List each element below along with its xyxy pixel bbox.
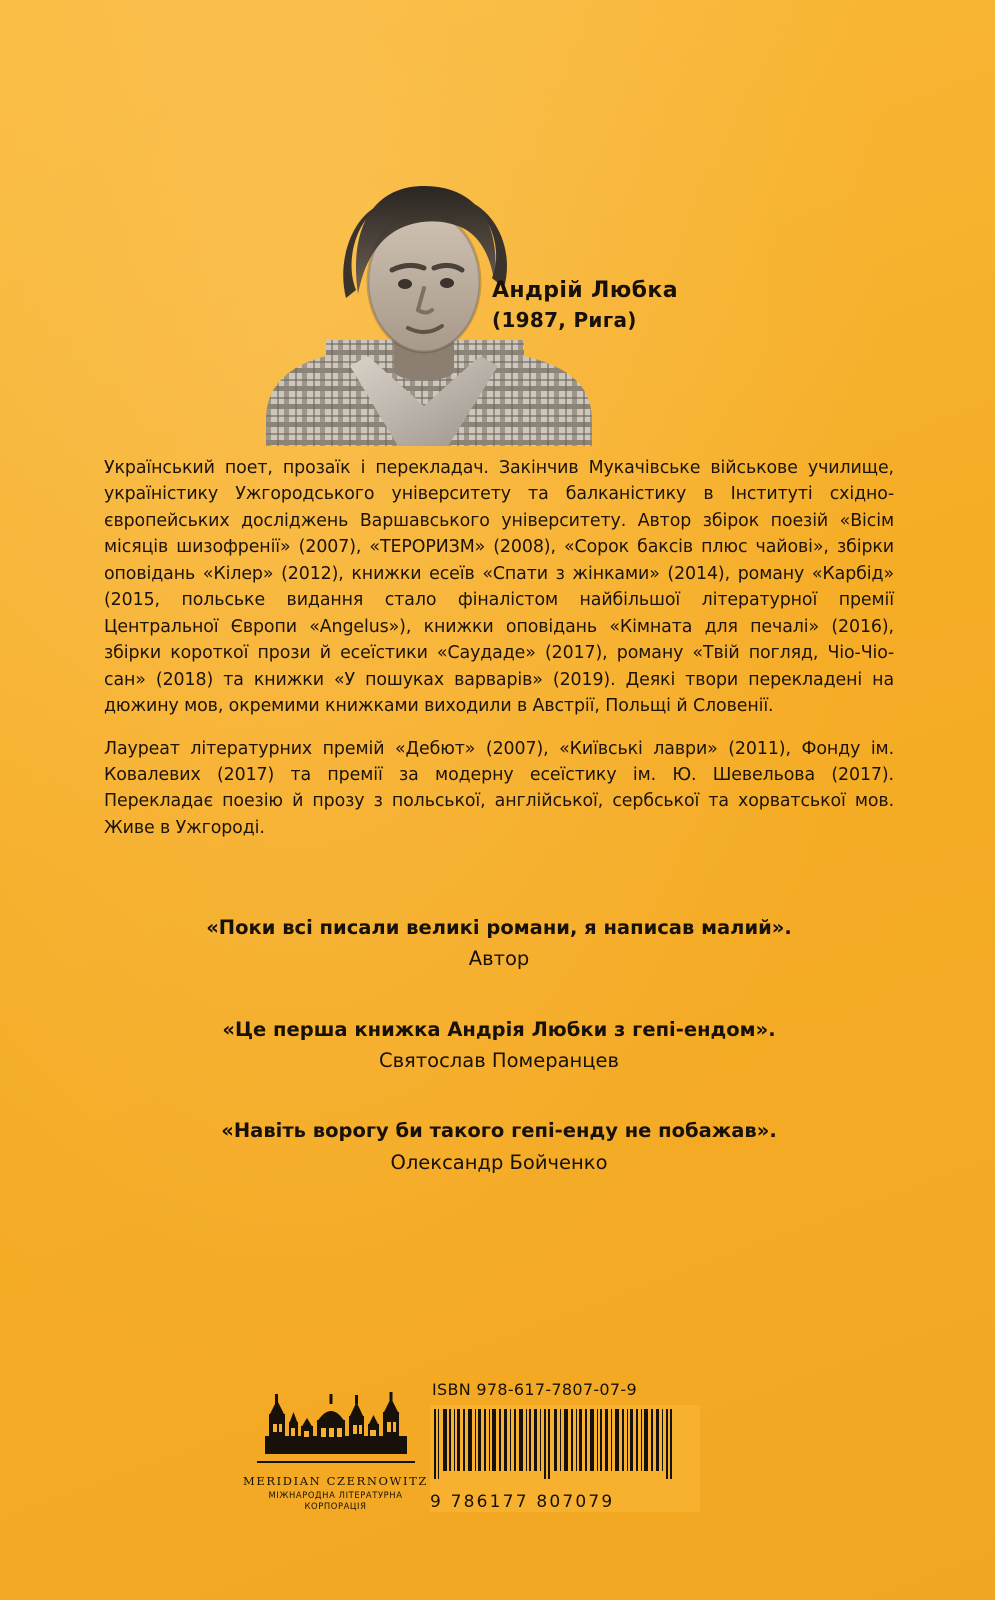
author-biography [104,455,894,841]
author-block [0,150,995,450]
publisher-name: MERIDIAN CZERNOWITZ [243,1474,428,1489]
city-skyline-icon [251,1392,421,1470]
cover-footer [0,1342,995,1512]
isbn-block [430,1380,700,1512]
quote-text: «Це перша книжка Андрія Любки з гепі-ендом». [222,1017,776,1041]
bio-paragraph: Лауреат літературних премій «Дебют» (2007), «Київські лаври» (2011), Фонду ім. Ковалевих (2017) та премії за модерну есеїстику ім. Ю. Шевельова (2017). Перекладає поезію й прозу з польської, англійської, сербської та хорватської мов. Живе в Ужгороді. [104,738,894,838]
quote-author: Святослав Померанцев [378,1048,620,1072]
author-birth: (1987, Рига) [492,308,637,333]
publisher-subtitle-2: КОРПОРАЦІЯ [304,1501,367,1512]
quote-item [104,1017,894,1075]
quote-item [104,1118,894,1176]
quote-item [104,915,894,973]
quote-author: Автор [468,947,530,971]
quote-text: «Навіть ворогу би такого гепі-енду не побажав». [221,1119,777,1143]
isbn-number: ISBN 978-617-7807-07-9 [432,1380,637,1399]
author-name-wrap [492,278,822,332]
barcode [430,1405,700,1512]
quotes-section [104,915,894,1176]
publisher-block [243,1392,428,1512]
author-name: Андрій Любка [492,278,678,303]
bio-paragraph: Український поет, прозаїк і перекладач. Закінчив Мукачівське військове училище, україністику Ужгородського університету та балканістику в Інституті східно-європейських досліджень Варшавського університету. Автор збірок поезій «Вісім місяців шизофренії» (2007), «ТЕРОРИЗМ» (2008), «Сорок баксів плюс чайові», збірки оповідань «Кілер» (2012), книжки есеїв «Спати з жінками» (2014), роману «Карбід» (2015, польське видання стало фіналістом найбільшої літературної премії Центральної Європи «Angelus»), книжки оповідань «Кімната для печалі» (2016), збірки короткої прози й есеїстики «Саудаде» (2017), роману «Твій погляд, Чіо-Чіо-сан» (2018) та книжки «У пошуках варварів» (2019). Деякі твори перекладені на дюжину мов, окремими книжками виходили в Австрії, Польщі й Словенії. [104,458,894,717]
quote-text: «Поки всі писали великі романи, я написав малий». [206,916,792,939]
quote-author: Олександр Бойченко [390,1150,608,1174]
publisher-subtitle-1: МІЖНАРОДНА ЛІТЕРАТУРНА [268,1490,403,1501]
barcode-digits: 9 786177 807079 [430,1492,615,1512]
